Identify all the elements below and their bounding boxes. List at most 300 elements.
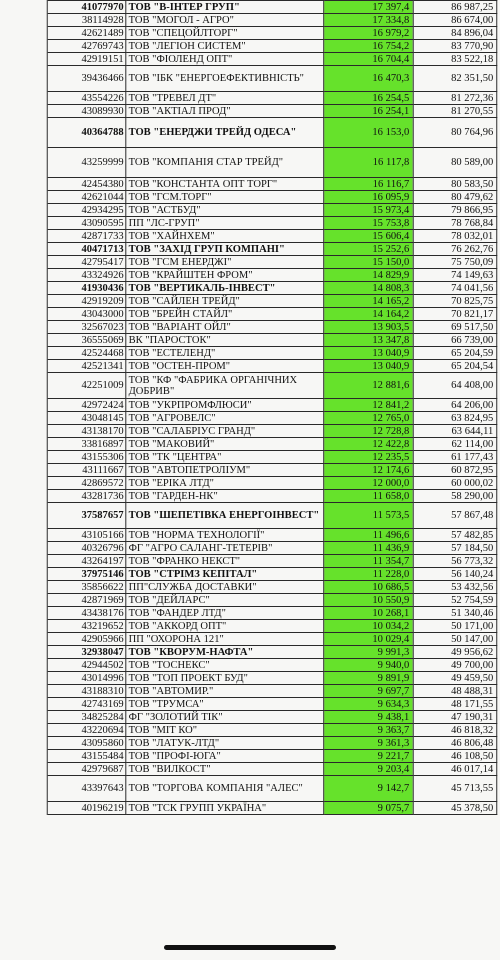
edrpou-code-cell: 40196219 <box>47 802 126 815</box>
amount-cell: 78 768,84 <box>413 217 497 230</box>
company-name-cell: ТОВ "ТРЕВЕЛ ДТ" <box>126 92 324 105</box>
quantity-cell: 16 704,4 <box>324 53 413 66</box>
company-name-cell: ТОВ "ФАНДЕР ЛТД" <box>126 607 324 620</box>
edrpou-code-cell: 36555069 <box>47 334 126 347</box>
table-row <box>0 802 497 815</box>
row-margin-cell <box>0 529 47 542</box>
row-margin-cell <box>0 92 47 105</box>
company-name-cell: ТОВ "МІТ КО" <box>126 724 324 737</box>
row-margin-cell <box>0 204 47 217</box>
home-indicator[interactable] <box>164 945 336 950</box>
company-name-cell: ПП "ОХОРОНА 121" <box>126 633 324 646</box>
company-name-cell: ТОВ "ПРОФІ-ЮГА" <box>126 750 324 763</box>
row-margin-cell <box>0 295 47 308</box>
edrpou-code-cell: 43554226 <box>47 92 126 105</box>
row-margin-cell <box>0 53 47 66</box>
table-row <box>0 451 497 464</box>
quantity-cell: 12 881,6 <box>324 373 413 399</box>
table-row <box>0 633 497 646</box>
table-row <box>0 724 497 737</box>
edrpou-code-cell: 41930436 <box>47 282 126 295</box>
company-name-cell: ТОВ "ТОП ПРОЕКТ БУД" <box>126 672 324 685</box>
company-name-cell: ТОВ "НОРМА ТЕХНОЛОГІЇ" <box>126 529 324 542</box>
table-row <box>0 620 497 633</box>
amount-cell: 83 522,18 <box>413 53 497 66</box>
company-name-cell: ТОВ "ГАРДЕН-НК" <box>126 490 324 503</box>
company-name-cell: ТОВ "ФІОЛЕНД ОПТ" <box>126 53 324 66</box>
table-row <box>0 464 497 477</box>
quantity-cell: 13 040,9 <box>324 347 413 360</box>
row-margin-cell <box>0 425 47 438</box>
row-margin-cell <box>0 334 47 347</box>
row-margin-cell <box>0 282 47 295</box>
edrpou-code-cell: 42944502 <box>47 659 126 672</box>
amount-cell: 47 190,31 <box>413 711 497 724</box>
quantity-cell: 15 606,4 <box>324 230 413 243</box>
row-margin-cell <box>0 40 47 53</box>
amount-cell: 66 739,00 <box>413 334 497 347</box>
table-row <box>0 594 497 607</box>
amount-cell: 46 818,32 <box>413 724 497 737</box>
row-margin-cell <box>0 321 47 334</box>
quantity-cell: 16 979,2 <box>324 27 413 40</box>
row-margin-cell <box>0 659 47 672</box>
amount-cell: 74 149,63 <box>413 269 497 282</box>
company-name-cell: ТОВ "ШЕПЕТІВКА ЕНЕРГОІНВЕСТ" <box>126 503 324 529</box>
edrpou-code-cell: 40364788 <box>47 118 126 148</box>
edrpou-code-cell: 43188310 <box>47 685 126 698</box>
quantity-cell: 9 438,1 <box>324 711 413 724</box>
edrpou-code-cell: 43438176 <box>47 607 126 620</box>
row-margin-cell <box>0 230 47 243</box>
companies-table-body <box>0 1 497 815</box>
edrpou-code-cell: 42743169 <box>47 698 126 711</box>
amount-cell: 64 206,00 <box>413 399 497 412</box>
row-margin-cell <box>0 373 47 399</box>
company-name-cell: ТОВ "БРЕЙН СТАЙЛ" <box>126 308 324 321</box>
quantity-cell: 9 940,0 <box>324 659 413 672</box>
quantity-cell: 16 153,0 <box>324 118 413 148</box>
amount-cell: 53 432,56 <box>413 581 497 594</box>
row-margin-cell <box>0 568 47 581</box>
company-name-cell: ТОВ "КОМПАНІЯ СТАР ТРЕЙД" <box>126 148 324 178</box>
row-margin-cell <box>0 542 47 555</box>
quantity-cell: 11 354,7 <box>324 555 413 568</box>
row-margin-cell <box>0 672 47 685</box>
edrpou-code-cell: 43259999 <box>47 148 126 178</box>
table-row <box>0 204 497 217</box>
row-margin-cell <box>0 27 47 40</box>
amount-cell: 70 821,17 <box>413 308 497 321</box>
row-margin-cell <box>0 555 47 568</box>
table-row <box>0 672 497 685</box>
quantity-cell: 17 334,8 <box>324 14 413 27</box>
table-row <box>0 711 497 724</box>
quantity-cell: 9 203,4 <box>324 763 413 776</box>
quantity-cell: 15 973,4 <box>324 204 413 217</box>
amount-cell: 61 177,43 <box>413 451 497 464</box>
company-name-cell: ТОВ "ДЕЙЛАРС" <box>126 594 324 607</box>
table-row <box>0 92 497 105</box>
quantity-cell: 10 550,9 <box>324 594 413 607</box>
amount-cell: 63 644,11 <box>413 425 497 438</box>
row-margin-cell <box>0 763 47 776</box>
table-row <box>0 14 497 27</box>
edrpou-code-cell: 42795417 <box>47 256 126 269</box>
company-name-cell: ТОВ "ЛЕГІОН СИСТЕМ" <box>126 40 324 53</box>
quantity-cell: 11 573,5 <box>324 503 413 529</box>
quantity-cell: 16 254,5 <box>324 92 413 105</box>
table-row <box>0 750 497 763</box>
quantity-cell: 10 034,2 <box>324 620 413 633</box>
edrpou-code-cell: 42521341 <box>47 360 126 373</box>
quantity-cell: 13 347,8 <box>324 334 413 347</box>
company-name-cell: ТОВ "ЕСТЕЛЕНД" <box>126 347 324 360</box>
amount-cell: 74 041,56 <box>413 282 497 295</box>
edrpou-code-cell: 33816897 <box>47 438 126 451</box>
amount-cell: 81 272,36 <box>413 92 497 105</box>
quantity-cell: 9 142,7 <box>324 776 413 802</box>
row-margin-cell <box>0 360 47 373</box>
table-row <box>0 282 497 295</box>
company-name-cell: ВК "ПАРОСТОК" <box>126 334 324 347</box>
table-row <box>0 105 497 118</box>
edrpou-code-cell: 43219652 <box>47 620 126 633</box>
company-name-cell: ТОВ "КФ "ФАБРИКА ОРГАНІЧНИХ ДОБРИВ" <box>126 373 324 399</box>
edrpou-code-cell: 32938047 <box>47 646 126 659</box>
table-row <box>0 360 497 373</box>
quantity-cell: 13 903,5 <box>324 321 413 334</box>
amount-cell: 49 459,50 <box>413 672 497 685</box>
company-name-cell: ТОВ "САЛАБРІУС ГРАНД" <box>126 425 324 438</box>
company-name-cell: ТОВ "ХАЙНХЕМ" <box>126 230 324 243</box>
amount-cell: 65 204,59 <box>413 347 497 360</box>
quantity-cell: 12 000,0 <box>324 477 413 490</box>
quantity-cell: 9 363,7 <box>324 724 413 737</box>
company-name-cell: ТОВ "ЕНЕРДЖИ ТРЕЙД ОДЕСА" <box>126 118 324 148</box>
table-row <box>0 490 497 503</box>
edrpou-code-cell: 43324926 <box>47 269 126 282</box>
edrpou-code-cell: 37975146 <box>47 568 126 581</box>
row-margin-cell <box>0 148 47 178</box>
edrpou-code-cell: 37587657 <box>47 503 126 529</box>
row-margin-cell <box>0 802 47 815</box>
quantity-cell: 16 254,1 <box>324 105 413 118</box>
company-name-cell: ТОВ "СТРІМЗ КЕПІТАЛ" <box>126 568 324 581</box>
quantity-cell: 9 634,3 <box>324 698 413 711</box>
row-margin-cell <box>0 243 47 256</box>
amount-cell: 83 770,90 <box>413 40 497 53</box>
table-row <box>0 412 497 425</box>
edrpou-code-cell: 43281736 <box>47 490 126 503</box>
amount-cell: 45 713,55 <box>413 776 497 802</box>
amount-cell: 82 351,50 <box>413 66 497 92</box>
edrpou-code-cell: 43264197 <box>47 555 126 568</box>
table-row <box>0 256 497 269</box>
table-row <box>0 40 497 53</box>
quantity-cell: 15 252,6 <box>324 243 413 256</box>
row-margin-cell <box>0 14 47 27</box>
company-name-cell: ПП"СЛУЖБА ДОСТАВКИ" <box>126 581 324 594</box>
table-row <box>0 399 497 412</box>
row-margin-cell <box>0 490 47 503</box>
company-name-cell: ТОВ "ТК "ЦЕНТРА" <box>126 451 324 464</box>
amount-cell: 50 147,00 <box>413 633 497 646</box>
company-name-cell: ТОВ "ВЕРТИКАЛЬ-ІНВЕСТ" <box>126 282 324 295</box>
edrpou-code-cell: 42905966 <box>47 633 126 646</box>
quantity-cell: 16 754,2 <box>324 40 413 53</box>
table-row <box>0 308 497 321</box>
amount-cell: 80 589,00 <box>413 148 497 178</box>
row-margin-cell <box>0 256 47 269</box>
quantity-cell: 9 991,3 <box>324 646 413 659</box>
table-row <box>0 66 497 92</box>
amount-cell: 48 171,55 <box>413 698 497 711</box>
quantity-cell: 10 029,4 <box>324 633 413 646</box>
table-row <box>0 646 497 659</box>
quantity-cell: 16 095,9 <box>324 191 413 204</box>
table-row <box>0 217 497 230</box>
quantity-cell: 11 658,0 <box>324 490 413 503</box>
row-margin-cell <box>0 308 47 321</box>
edrpou-code-cell: 42979687 <box>47 763 126 776</box>
table-row <box>0 438 497 451</box>
quantity-cell: 9 075,7 <box>324 802 413 815</box>
amount-cell: 86 987,25 <box>413 1 497 14</box>
table-row <box>0 27 497 40</box>
company-name-cell: ТОВ "ФРАНКО НЕКСТ" <box>126 555 324 568</box>
quantity-cell: 12 765,0 <box>324 412 413 425</box>
amount-cell: 75 750,09 <box>413 256 497 269</box>
quantity-cell: 10 268,1 <box>324 607 413 620</box>
row-margin-cell <box>0 412 47 425</box>
table-row <box>0 503 497 529</box>
amount-cell: 58 290,00 <box>413 490 497 503</box>
quantity-cell: 16 117,8 <box>324 148 413 178</box>
amount-cell: 65 204,54 <box>413 360 497 373</box>
edrpou-code-cell: 42934295 <box>47 204 126 217</box>
company-name-cell: ТОВ "АСТБУД" <box>126 204 324 217</box>
amount-cell: 50 171,00 <box>413 620 497 633</box>
amount-cell: 60 872,95 <box>413 464 497 477</box>
quantity-cell: 10 686,5 <box>324 581 413 594</box>
amount-cell: 60 000,02 <box>413 477 497 490</box>
quantity-cell: 9 891,9 <box>324 672 413 685</box>
quantity-cell: 14 164,2 <box>324 308 413 321</box>
edrpou-code-cell: 42919151 <box>47 53 126 66</box>
quantity-cell: 17 397,4 <box>324 1 413 14</box>
row-margin-cell <box>0 66 47 92</box>
table-row <box>0 685 497 698</box>
table-row <box>0 659 497 672</box>
edrpou-code-cell: 43397643 <box>47 776 126 802</box>
table-row <box>0 295 497 308</box>
row-margin-cell <box>0 646 47 659</box>
amount-cell: 57 482,85 <box>413 529 497 542</box>
table-row <box>0 477 497 490</box>
company-name-cell: ТОВ "КВОРУМ-НАФТА" <box>126 646 324 659</box>
row-margin-cell <box>0 477 47 490</box>
amount-cell: 46 806,48 <box>413 737 497 750</box>
company-name-cell: ФГ "АГРО САЛАНГ-ТЕТЕРІВ" <box>126 542 324 555</box>
company-name-cell: ТОВ "КОНСТАНТА ОПТ ТОРГ" <box>126 178 324 191</box>
quantity-cell: 12 422,8 <box>324 438 413 451</box>
table-row <box>0 776 497 802</box>
company-name-cell: ТОВ "В-ІНТЕР ГРУП" <box>126 1 324 14</box>
edrpou-code-cell: 42869572 <box>47 477 126 490</box>
edrpou-code-cell: 43090595 <box>47 217 126 230</box>
row-margin-cell <box>0 191 47 204</box>
company-name-cell: ТОВ "СПЕЦОЙЛТОРГ" <box>126 27 324 40</box>
row-margin-cell <box>0 737 47 750</box>
table-row <box>0 529 497 542</box>
amount-cell: 45 378,50 <box>413 802 497 815</box>
edrpou-code-cell: 43043000 <box>47 308 126 321</box>
row-margin-cell <box>0 399 47 412</box>
table-row <box>0 763 497 776</box>
amount-cell: 80 479,62 <box>413 191 497 204</box>
edrpou-code-cell: 42769743 <box>47 40 126 53</box>
company-name-cell: ТОВ "ТОСНЕКС" <box>126 659 324 672</box>
amount-cell: 57 184,50 <box>413 542 497 555</box>
edrpou-code-cell: 42621044 <box>47 191 126 204</box>
company-name-cell: ТОВ "ОСТЕН-ПРОМ" <box>126 360 324 373</box>
quantity-cell: 9 361,3 <box>324 737 413 750</box>
quantity-cell: 12 174,6 <box>324 464 413 477</box>
company-name-cell: ТОВ "ВАРІАНТ ОЙЛ" <box>126 321 324 334</box>
quantity-cell: 16 116,7 <box>324 178 413 191</box>
company-name-cell: ТОВ "ТСК ГРУПП УКРАЇНА" <box>126 802 324 815</box>
company-name-cell: ТОВ "ЕРІКА ЛТД" <box>126 477 324 490</box>
edrpou-code-cell: 32567023 <box>47 321 126 334</box>
company-name-cell: ТОВ "МОГОЛ - АГРО" <box>126 14 324 27</box>
row-margin-cell <box>0 698 47 711</box>
row-margin-cell <box>0 217 47 230</box>
quantity-cell: 14 829,9 <box>324 269 413 282</box>
company-name-cell: ТОВ "ЛАТУК-ЛТД" <box>126 737 324 750</box>
amount-cell: 56 773,32 <box>413 555 497 568</box>
amount-cell: 48 488,31 <box>413 685 497 698</box>
quantity-cell: 14 808,3 <box>324 282 413 295</box>
company-name-cell: ТОВ "ТРУМСА" <box>126 698 324 711</box>
row-margin-cell <box>0 633 47 646</box>
amount-cell: 84 896,04 <box>413 27 497 40</box>
company-name-cell: ТОВ "АККОРД ОПТ" <box>126 620 324 633</box>
edrpou-code-cell: 41077970 <box>47 1 126 14</box>
edrpou-code-cell: 43155484 <box>47 750 126 763</box>
table-row <box>0 269 497 282</box>
row-margin-cell <box>0 750 47 763</box>
quantity-cell: 12 728,8 <box>324 425 413 438</box>
quantity-cell: 15 150,0 <box>324 256 413 269</box>
row-margin-cell <box>0 685 47 698</box>
company-name-cell: ТОВ "АВТОПЕТРОЛІУМ" <box>126 464 324 477</box>
edrpou-code-cell: 42251009 <box>47 373 126 399</box>
quantity-cell: 12 841,2 <box>324 399 413 412</box>
row-margin-cell <box>0 105 47 118</box>
company-name-cell: ТОВ "АКТІАЛ ПРОД" <box>126 105 324 118</box>
row-margin-cell <box>0 607 47 620</box>
amount-cell: 52 754,59 <box>413 594 497 607</box>
company-name-cell: ТОВ "ВИЛКОСТ" <box>126 763 324 776</box>
amount-cell: 78 032,01 <box>413 230 497 243</box>
quantity-cell: 14 165,2 <box>324 295 413 308</box>
edrpou-code-cell: 38114928 <box>47 14 126 27</box>
row-margin-cell <box>0 269 47 282</box>
company-name-cell: ТОВ "КРАЙШТЕН ФРОМ" <box>126 269 324 282</box>
company-name-cell: ТОВ "ІБК "ЕНЕРГОЕФЕКТИВНІСТЬ" <box>126 66 324 92</box>
row-margin-cell <box>0 581 47 594</box>
quantity-cell: 9 221,7 <box>324 750 413 763</box>
edrpou-code-cell: 43095860 <box>47 737 126 750</box>
row-margin-cell <box>0 594 47 607</box>
amount-cell: 79 866,95 <box>413 204 497 217</box>
edrpou-code-cell: 42454380 <box>47 178 126 191</box>
table-row <box>0 191 497 204</box>
amount-cell: 63 824,95 <box>413 412 497 425</box>
quantity-cell: 11 436,9 <box>324 542 413 555</box>
table-row <box>0 148 497 178</box>
row-margin-cell <box>0 438 47 451</box>
edrpou-code-cell: 43089930 <box>47 105 126 118</box>
edrpou-code-cell: 43220694 <box>47 724 126 737</box>
row-margin-cell <box>0 118 47 148</box>
amount-cell: 51 340,46 <box>413 607 497 620</box>
company-name-cell: ТОВ "ГСМ ЕНЕРДЖІ" <box>126 256 324 269</box>
quantity-cell: 12 235,5 <box>324 451 413 464</box>
table-row <box>0 178 497 191</box>
quantity-cell: 11 228,0 <box>324 568 413 581</box>
quantity-cell: 9 697,7 <box>324 685 413 698</box>
table-row <box>0 698 497 711</box>
edrpou-code-cell: 43048145 <box>47 412 126 425</box>
quantity-cell: 13 040,9 <box>324 360 413 373</box>
table-row <box>0 1 497 14</box>
edrpou-code-cell: 40326796 <box>47 542 126 555</box>
amount-cell: 69 517,50 <box>413 321 497 334</box>
table-row <box>0 581 497 594</box>
row-margin-cell <box>0 464 47 477</box>
edrpou-code-cell: 43014996 <box>47 672 126 685</box>
table-row <box>0 53 497 66</box>
row-margin-cell <box>0 776 47 802</box>
edrpou-code-cell: 42871733 <box>47 230 126 243</box>
row-margin-cell <box>0 724 47 737</box>
edrpou-code-cell: 39436466 <box>47 66 126 92</box>
edrpou-code-cell: 42972424 <box>47 399 126 412</box>
table-row <box>0 347 497 360</box>
edrpou-code-cell: 35856622 <box>47 581 126 594</box>
amount-cell: 49 956,62 <box>413 646 497 659</box>
row-margin-cell <box>0 711 47 724</box>
edrpou-code-cell: 43111667 <box>47 464 126 477</box>
table-row <box>0 555 497 568</box>
amount-cell: 86 674,00 <box>413 14 497 27</box>
row-margin-cell <box>0 620 47 633</box>
table-row <box>0 542 497 555</box>
edrpou-code-cell: 43138170 <box>47 425 126 438</box>
edrpou-code-cell: 40471713 <box>47 243 126 256</box>
amount-cell: 80 764,96 <box>413 118 497 148</box>
table-row <box>0 737 497 750</box>
table-row <box>0 425 497 438</box>
table-row <box>0 373 497 399</box>
edrpou-code-cell: 42621489 <box>47 27 126 40</box>
amount-cell: 70 825,75 <box>413 295 497 308</box>
table-row <box>0 243 497 256</box>
company-name-cell: ТОВ "ТОРГОВА КОМПАНІЯ "АЛЕС" <box>126 776 324 802</box>
table-row <box>0 118 497 148</box>
